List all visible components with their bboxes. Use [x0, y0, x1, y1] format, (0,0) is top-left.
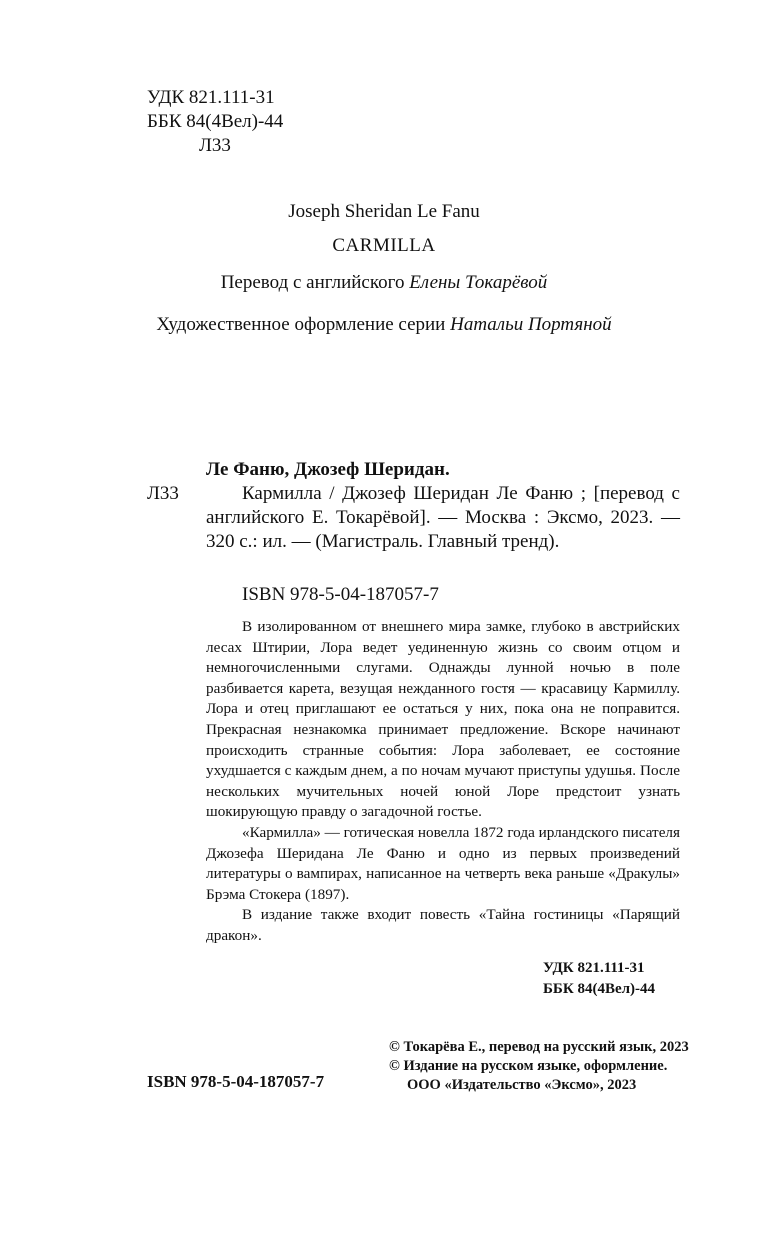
- classification-codes: [147, 86, 283, 158]
- author-mark: Л33: [199, 135, 231, 156]
- bottom-udk-code: УДК 821.111-31: [543, 960, 645, 976]
- annotation-paragraph: В издание также входит повесть «Тайна гостиницы «Парящий дракон».: [206, 906, 680, 944]
- bottom-bbk-code: ББК 84(4Вел)-44: [543, 981, 656, 997]
- bbk-code: ББК 84(4Вел)-44: [147, 111, 284, 132]
- bibliographic-description: Кармилла / Джозеф Шеридан Ле Фаню ; [перевод с английского Е. Токарёвой]. — Москва : Эксмо, 2023. — 320 с.: ил. — (Магистраль. Главный тренд).: [206, 483, 680, 552]
- design-prefix: Художественное оформление серии: [156, 314, 446, 335]
- udk-code: УДК 821.111-31: [147, 87, 275, 108]
- bibliographic-heading: Ле Фаню, Джозеф Шеридан.: [206, 459, 450, 480]
- annotation-paragraph: В изолированном от внешнего мира замке, глубоко в австрийских лесах Штирии, Лора ведет уединенную жизнь со своим отцом и немногочисленными слугами. Однажды лунной ночью в поле разбивается карета, везущая нежданного гостя — красавицу Кармиллу. Лора и отец приглашают ее остаться у них, пока она не поправится. Прекрасная незнакомка принимает предложение. Вскоре начинают происходить странные события: Лора заболевает, ее состояние ухудшается с каждым днем, а по ночам мучают приступы удушья. После нескольких мучительных ночей юной Лоре предстоит узнать шокирующую правду о загадочной гостье.: [206, 618, 680, 821]
- design-credit: [0, 314, 768, 336]
- designer-name: Натальи Портяной: [450, 314, 612, 335]
- copyright-block: [389, 1038, 689, 1095]
- translator-credit: [0, 272, 768, 294]
- bibliographic-isbn: ISBN 978-5-04-187057-7: [242, 584, 439, 605]
- bibliographic-mark: Л33: [147, 483, 179, 504]
- annotation-paragraph: «Кармилла» — готическая новелла 1872 года ирландского писателя Джозефа Шеридана Ле Фаню и одно из первых произведений литературы о вампирах, написанное на четверть века раньше «Дракулы» Брэма Стокера (1897).: [206, 823, 680, 903]
- original-author: Joseph Sheridan Le Fanu: [288, 201, 480, 222]
- bottom-codes: [543, 958, 655, 1000]
- copyright-translation: © Токарёва Е., перевод на русский язык, 2023: [389, 1039, 689, 1055]
- original-title: CARMILLA: [332, 235, 436, 256]
- footer-isbn: ISBN 978-5-04-187057-7: [147, 1072, 325, 1091]
- copyright-edition: © Издание на русском языке, оформление.: [389, 1058, 668, 1074]
- translation-prefix: Перевод с английского: [220, 272, 405, 293]
- translator-name: Елены Токарёвой: [409, 272, 548, 293]
- publisher-line: ООО «Издательство «Эксмо», 2023: [407, 1077, 637, 1093]
- annotation: [206, 617, 680, 947]
